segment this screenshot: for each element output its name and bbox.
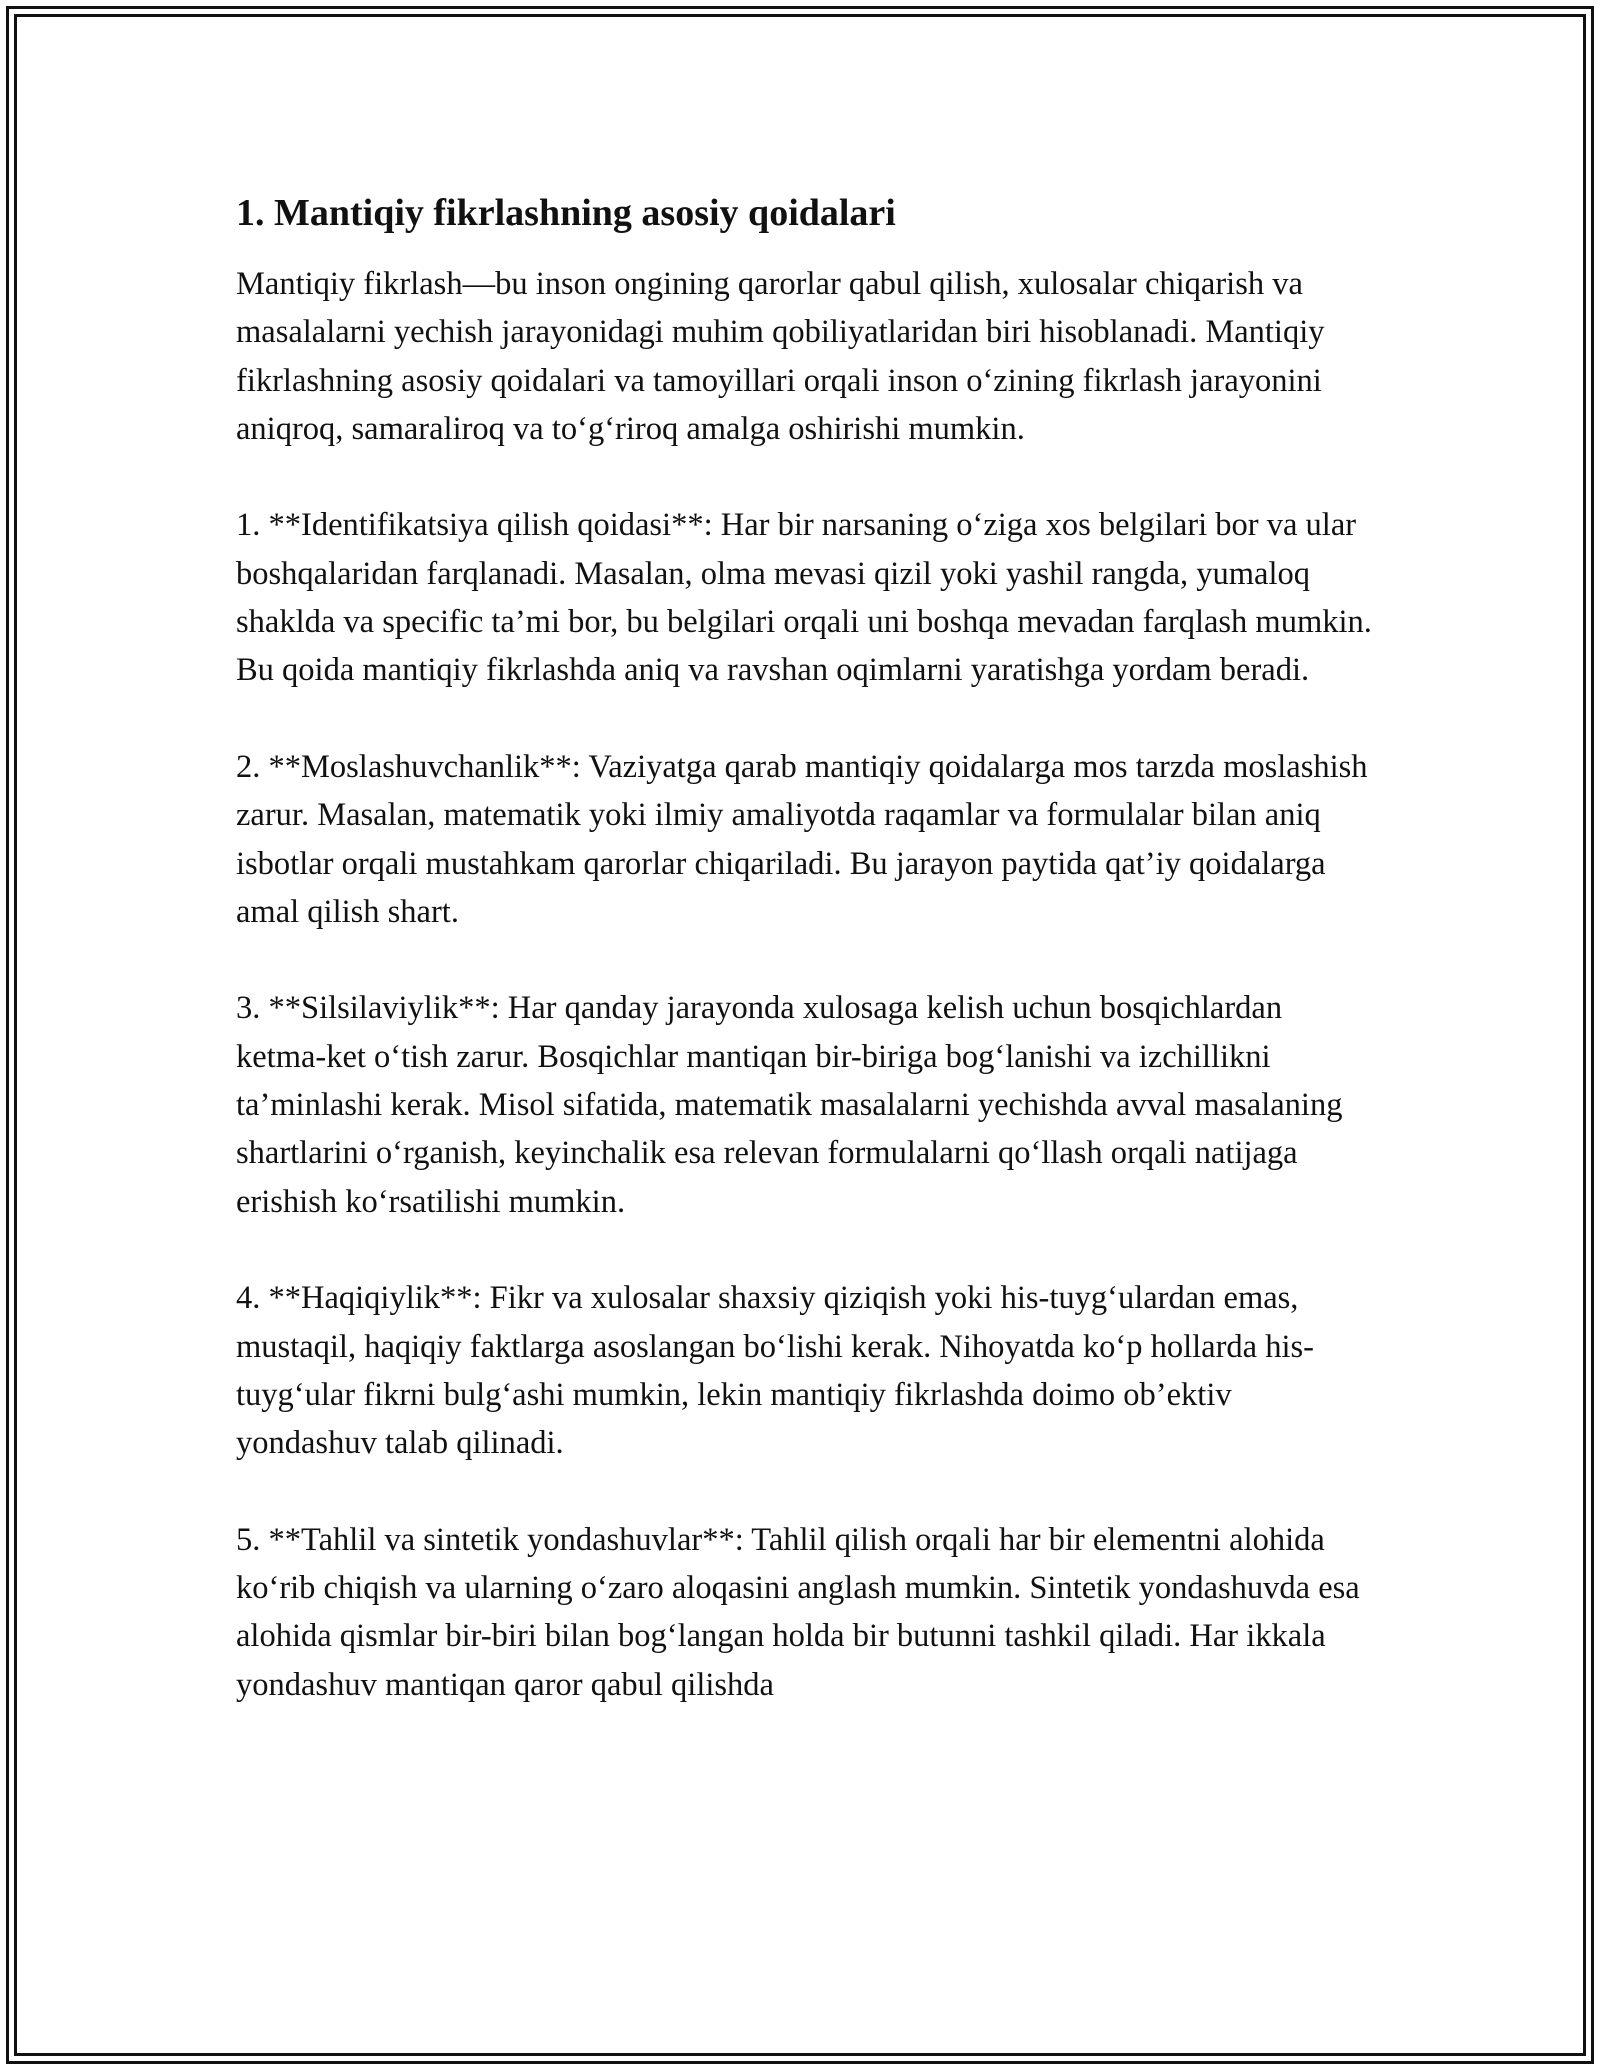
paragraph-flexibility: 2. **Moslashuvchanlik**: Vaziyatga qarab mantiqiy qoidalarga mos tarzda moslashish zarur. Masalan, matematik yoki ilmiy amaliyotda raqamlar va formulalar bilan aniq isbotlar orqali mustahkam qarorlar chiqariladi. Bu jarayon paytida qat’iy qoidalarga amal qilish shart. — [236, 748, 1368, 930]
page-title: 1. Mantiqiy fikrlashning asosiy qoidalari — [236, 192, 896, 234]
paragraph-validity: 4. **Haqiqiylik**: Fikr va xulosalar shaxsiy qiziqish yoki his-tuyg‘ulardan emas, mustaqil, haqiqiy faktlarga asoslangan bo‘lishi kerak. Nihoyatda ko‘p hollarda his-tuyg‘ular fikrni bulg‘ashi mumkin, lekin mantiqiy fikrlashda doimo ob’ektiv yondashuv talab qilinadi. — [236, 1280, 1314, 1462]
paragraph-intro: Mantiqiy fikrlash—bu inson ongining qarorlar qabul qilish, xulosalar chiqarish va masalalarni yechish jarayonidagi muhim qobiliyatlaridan biri hisoblanadi. Mantiqiy fikrlashning asosiy qoidalari va tamoyillari orqali inson o‘zining fikrlash jarayonini aniqroq, samaraliroq va to‘g‘riroq amalga oshirishi mumkin. — [236, 266, 1325, 447]
paragraph-sequentiality: 3. **Silsilaviylik**: Har qanday jarayonda xulosaga kelish uchun bosqichlardan ketma-ket o‘tish zarur. Bosqichlar mantiqan bir-biriga bog‘lanishi va izchillikni ta’minlashi kerak. Misol sifatida, matematik masalalarni yechishda avval masalaning shartlarini o‘rganish, keyinchalik esa relevan formulalarni qo‘llash orqali natijaga erishish ko‘rsatilishi mumkin. — [236, 990, 1343, 1220]
paragraph-identification-rule: 1. **Identifikatsiya qilish qoidasi**: Har bir narsaning o‘ziga xos belgilari bor va ular boshqalaridan farqlanadi. Masalan, olma mevasi qizil yoki yashil rangda, yumaloq shaklda va specific ta’mi bor, bu belgilari orqali uni boshqa mevadan farqlash mumkin. Bu qoida mantiqiy fikrlashda aniq va ravshan oqimlarni yaratishga yordam beradi. — [236, 507, 1372, 689]
paragraph-analysis-synthesis: 5. **Tahlil va sintetik yondashuvlar**: Tahlil qilish orqali har bir elementni alohida ko‘rib chiqish va ularning o‘zaro aloqasini anglash mumkin. Sintetik yondashuvda esa alohida qismlar bir-biri bilan bog‘langan holda bir butunni tashkil qiladi. Har ikkala yondashuv mantiqan qaror qabul qilishda — [236, 1521, 1360, 1703]
document-body — [236, 188, 1376, 1709]
